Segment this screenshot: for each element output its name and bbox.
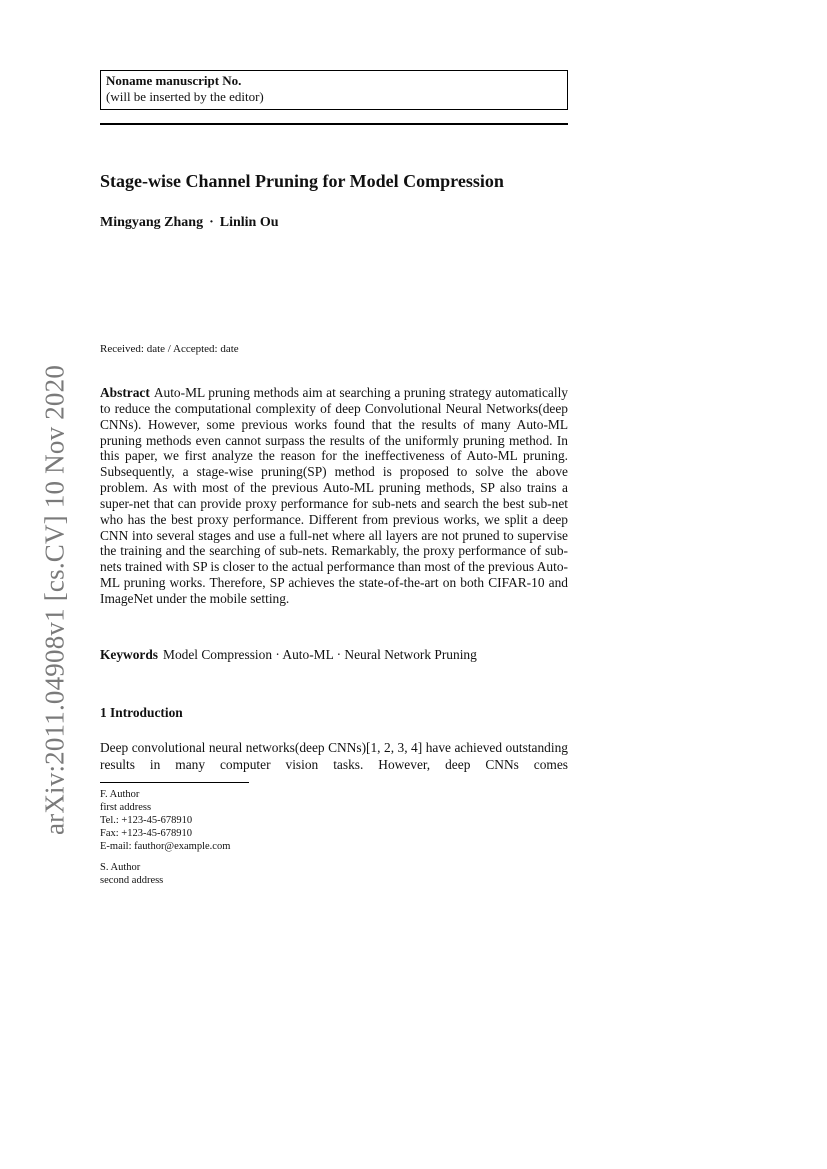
keywords-label: Keywords: [100, 647, 159, 662]
author-name: Linlin Ou: [219, 215, 279, 230]
paper-title: Stage-wise Channel Pruning for Model Compression: [100, 171, 504, 191]
author-list: [100, 215, 279, 231]
footnote-address: first address: [100, 802, 152, 813]
footnote-fax: Fax: +123-45-678910: [100, 828, 192, 839]
author-name: Mingyang Zhang: [100, 215, 204, 230]
keywords-text: Model Compression · Auto-ML · Neural Network Pruning: [163, 647, 477, 662]
keywords: [100, 647, 568, 663]
received-date: Received: date / Accepted: date: [100, 343, 239, 355]
manuscript-editor-note: (will be inserted by the editor): [106, 89, 264, 104]
author-separator: ·: [209, 215, 214, 230]
introduction-text: Deep convolutional neural networks(deep CNNs)[1, 2, 3, 4] have achieved outstanding results in many computer vision tasks. However, deep CNNs comes: [100, 740, 568, 772]
footnote-rule: [100, 782, 249, 783]
footnote-address: second address: [100, 875, 164, 886]
footnote-author-1: [100, 788, 230, 853]
footnote-author-2: [100, 861, 163, 887]
manuscript-box: [100, 70, 568, 110]
footnote-name: S. Author: [100, 862, 141, 873]
manuscript-number: Noname manuscript No.: [106, 73, 242, 88]
footnote-tel: Tel.: +123-45-678910: [100, 815, 193, 826]
arxiv-identifier: arXiv:2011.04908v1 [cs.CV] 10 Nov 2020: [39, 364, 70, 836]
section-heading: 1 Introduction: [100, 705, 183, 720]
abstract-label: Abstract: [100, 385, 150, 400]
header-rule: [100, 123, 568, 125]
footnote-name: F. Author: [100, 789, 140, 800]
abstract-text: Auto-ML pruning methods aim at searching a pruning strategy automatically to reduce the computational complexity of deep Convolutional Neural Networks(deep CNNs). However, some previous works found that the results of many Auto-ML pruning methods even cannot surpass the results of the uniformly pruning method. In this paper, we first analyze the reason for the ineffectiveness of Auto-ML pruning. Subsequently, a stage-wise pruning(SP) method is proposed to solve the above problem. As with most of the previous Auto-ML pruning methods, SP also trains a super-net that can provide proxy performance for sub-nets and search the best sub-net who has the best proxy performance. Different from previous works, we split a deep CNN into several stages and use a full-net where all layers are not pruned to supervise the training and the searching of sub-nets. Remarkably, the proxy performance of sub-nets trained with SP is closer to the actual performance than most of the previous Auto-ML pruning works. Therefore, SP achieves the state-of-the-art on both CIFAR-10 and ImageNet under the mobile setting.: [100, 385, 568, 606]
footnote-email: E-mail: fauthor@example.com: [100, 841, 231, 852]
abstract: [100, 385, 568, 607]
